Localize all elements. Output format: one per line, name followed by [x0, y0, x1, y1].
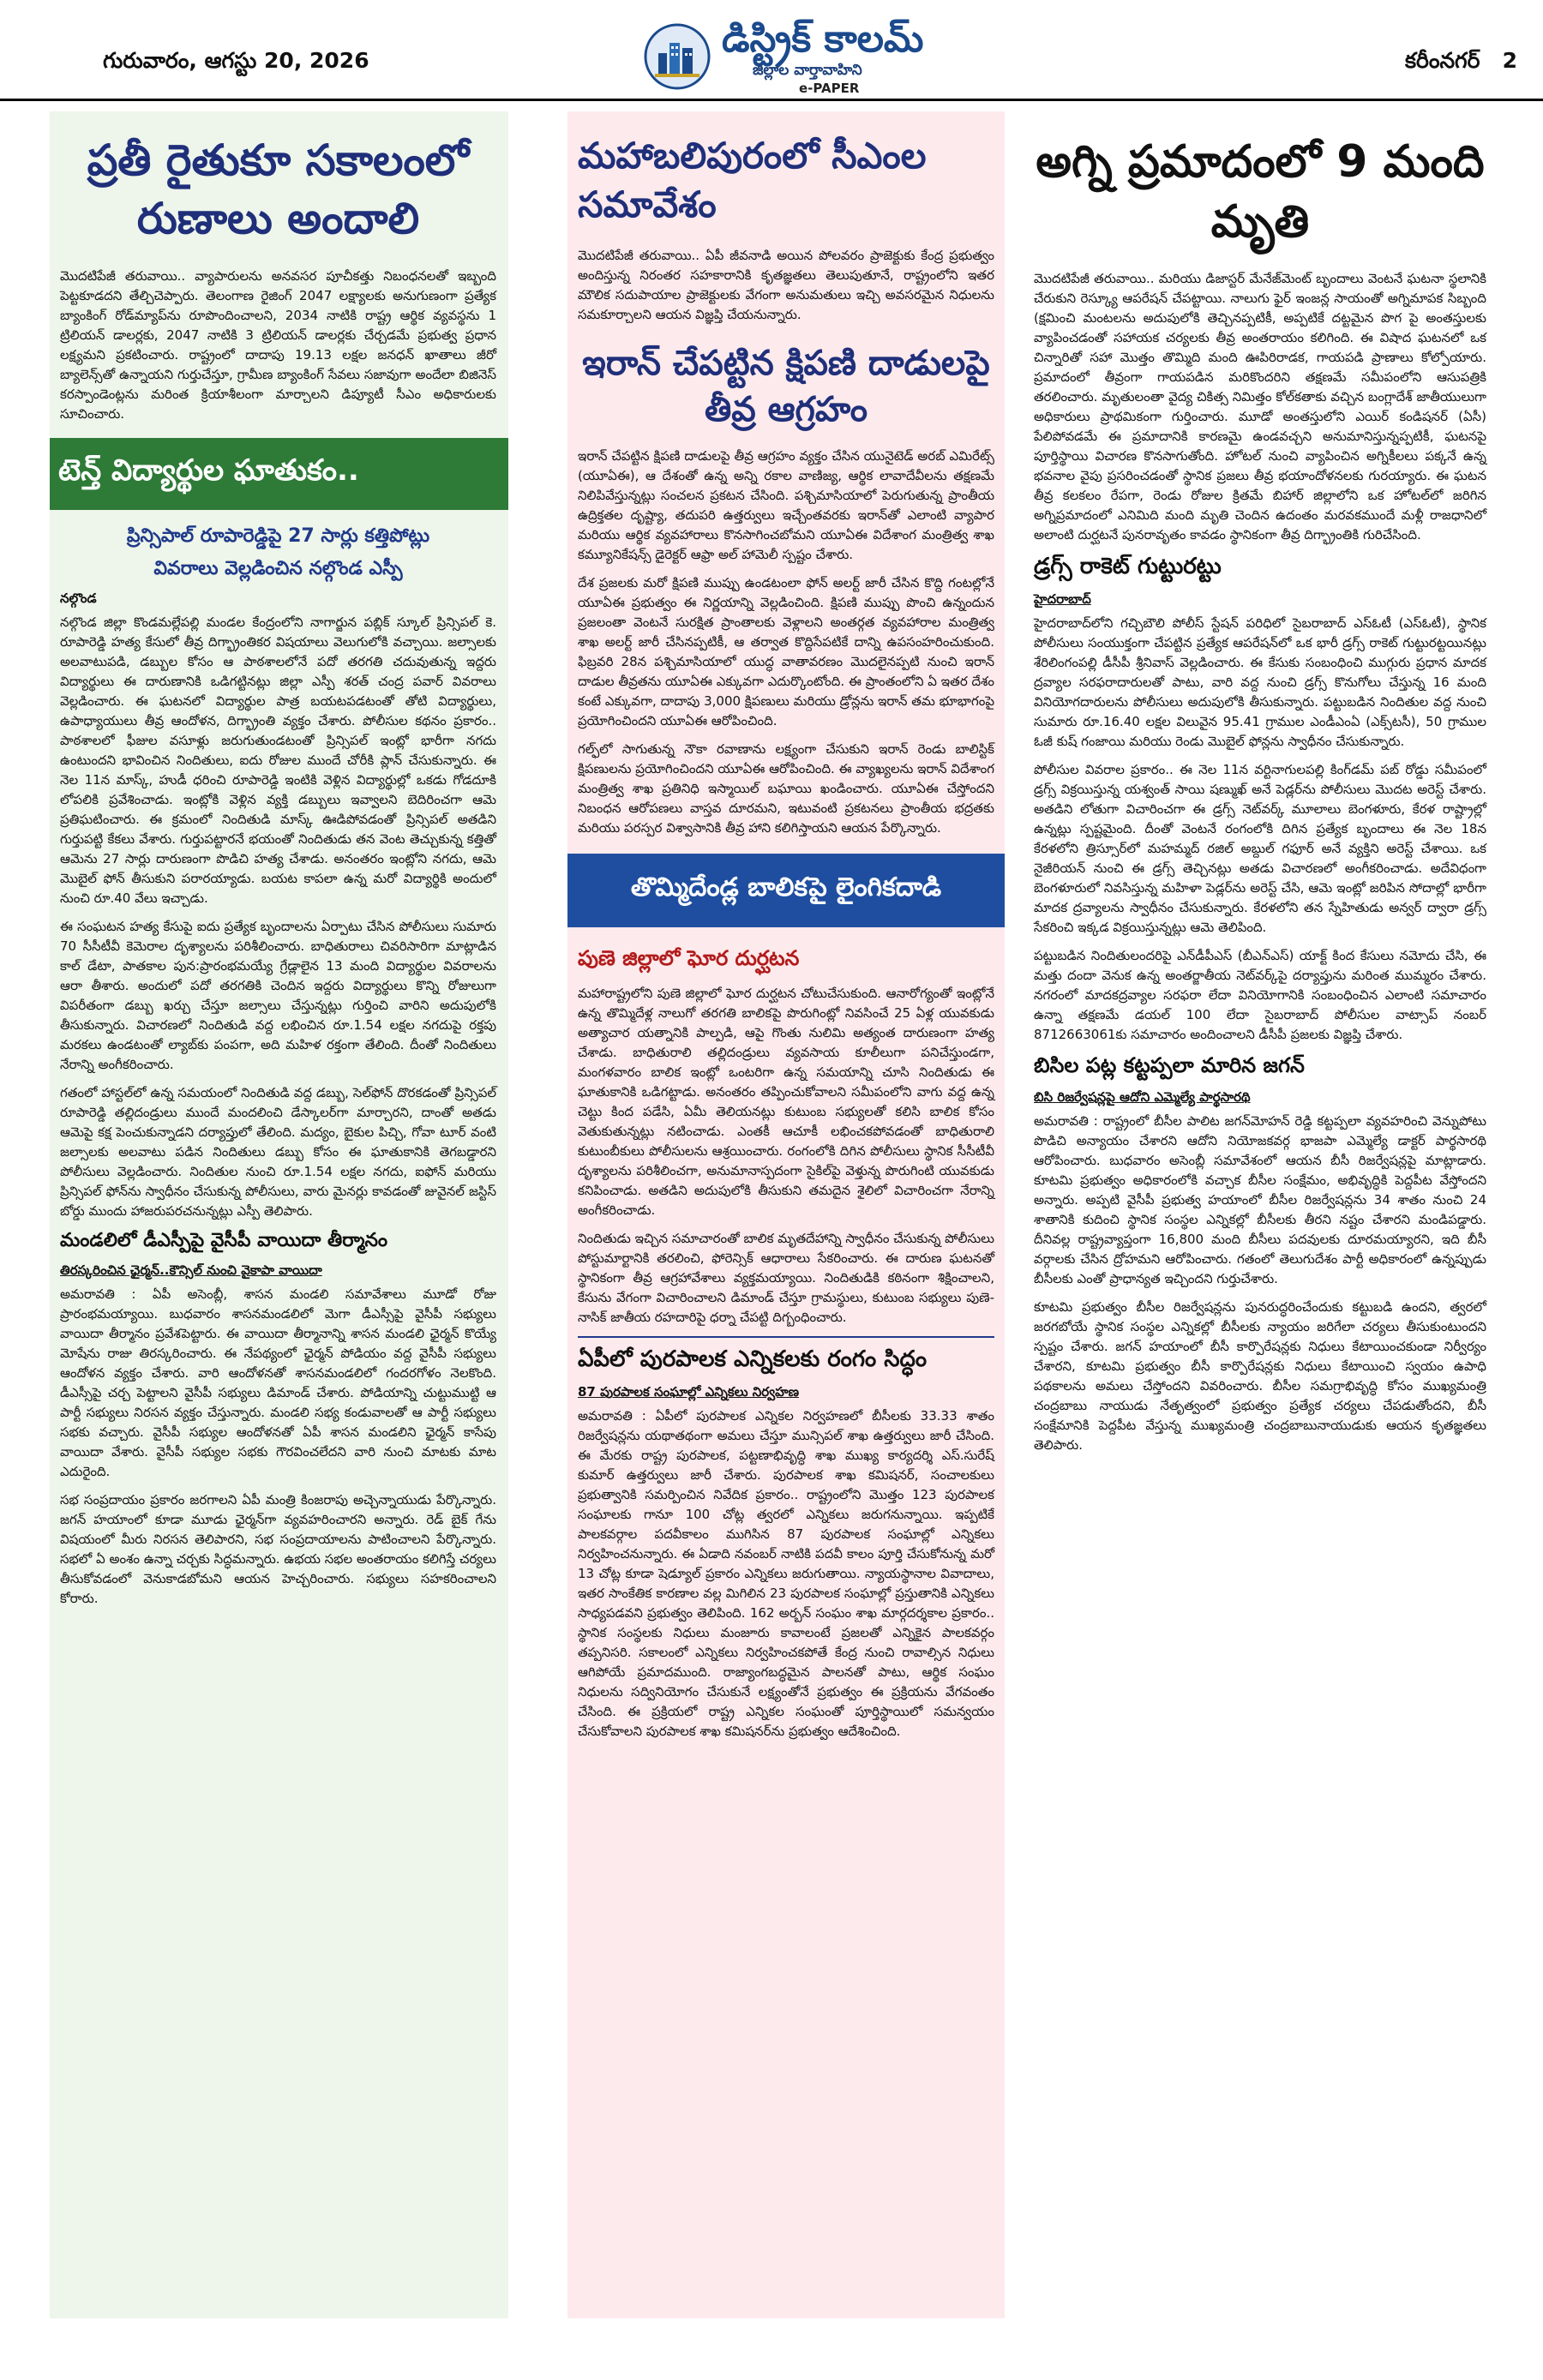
- dateline-nalgonda: నల్గొండ: [60, 591, 97, 606]
- headline-jagan-bc[interactable]: బిసిల పట్ల కట్టప్పలా మారిన జగన్: [1034, 1053, 1305, 1078]
- newspaper-emblem-icon: [643, 22, 711, 91]
- column-middle: [567, 111, 1005, 2318]
- story-cm-meeting-para-1: మొదటిపేజీ తరువాయి.. ఏపీ జీవనాడి అయిన పోలవరం ప్రాజెక్టుకు కేంద్ర ప్రభుత్వం అందిస్తున్న నిరంతర సహకారానికి కృతజ్ఞతలు తెలుపుతూనే, రాష్ట్రంలోని ఇతర మౌలిక సదుపాయాల ప్రాజెక్టులకు వేగంగా అనుమతులు ఇచ్చి అవసరమైన నిధులను సమకూర్చాలని ఆయన విజ్ఞప్తి చేయనున్నారు.: [578, 248, 994, 323]
- story-iran-para-2: దేశ ప్రజలకు మరో క్షిపణి ముప్పు ఉండటంలా ఫోన్ అలర్ట్ జారీ చేసిన కొద్ది గంటల్లోనే యూఏఈ ప్రభుత్వం ఈ నిర్ణయాన్ని వెల్లడించింది. క్షిపణి ముప్పు పొంచి ఉన్నందున ప్రజలంతా వెంటనే సురక్షిత ప్రాంతాలకు వెళ్లాలని అంతర్గత వ్యవహారాల మంత్రిత్వ శాఖ అలర్ట్ జారీ చేసినప్పటికీ, ఆ తర్వాత కొద్దిసేపటికే దాన్ని ఉపసంహరించుకుంది. ఫిబ్రవరి 28న పశ్చిమాసియాలో యుద్ధ వాతావరణం మొదలైనప్పటి నుంచి ఇరాన్ దాడుల తీవ్రతను యూఏఈ ఎక్కువగా ఎదుర్కొంటోంది. ఈ ప్రాంతంలోని ఏ ఇతర దేశం కంటే ఎక్కువగా, దాదాపు 3,000 క్షిపణులు మరియు డ్రోన్లను ఇరాన్ తమ భూభాగంపై ప్రయోగించిందని యూఏఈ ఆరోపించింది.: [578, 575, 994, 729]
- newspaper-title: డిస్ట్రిక్ కాలమ్: [722, 17, 924, 61]
- story-drugs-para-3: పట్టుబడిన నిందితులందరిపై ఎన్‌డీపీఎస్ (బీఎన్ఎస్) యాక్ట్ కింద కేసులు నమోదు చేసి, ఈ మత్తు దందా వెనుక ఉన్న అంతర్జాతీయ నెట్‌వర్క్‌పై దర్యాప్తును మరింత ముమ్మరం చేశారు. నగరంలో మాదకద్రవ్యాల సరఫరా లేదా వినియోగానికి సంబంధించిన ఎలాంటి సమాచారం ఉన్నా తక్షణమే డయల్ 100 లేదా సైబరాబాద్ పోలీసుల వాట్సాప్ నంబర్ 8712663061కు సమాచారం అందించాలని డీసీపీ ప్రజలకు విజ్ఞప్తి చేశారు.: [1034, 948, 1486, 1043]
- headline-fire-accident[interactable]: అగ్ని ప్రమాదంలో 9 మంది మృతి: [1036, 136, 1485, 249]
- story-council-para-2: సభ సంప్రదాయం ప్రకారం జరగాలని ఏపీ మంత్రి కింజరాపు అచ్చెన్నాయుడు పేర్కొన్నారు. జగన్ హయాంలో కూడా మూడు ఛైర్మన్‌గా వ్యవహరించారని అన్నారు. రెడ్ బైక్ గేను విషయంలో మీరు నిరసన తెలిపారని, సభ సంప్రదాయాలను పాటించాలని పేర్కొన్నారు. సభలో ఏ అంశం ఉన్నా చర్చకు సిద్ధమన్నారు. ఉభయ సభల అంతరాయం కలిగిస్తే చర్యలు తీసుకోవడంలో వెనుకాడబోమని ఆయన హెచ్చరించారు. సభ్యులు సహకరించాలని కోరారు.: [60, 1492, 496, 1606]
- story-drugs-para-1: హైదరాబాద్‌లోని గచ్చిబౌలి పోలీస్ స్టేషన్ పరిధిలో సైబరాబాద్ ఎస్‌ఓటీ (ఎస్ఓటీ), స్థానిక పోలీసులు సంయుక్తంగా చేపట్టిన ప్రత్యేక ఆపరేషన్‌లో ఒక భారీ డ్రగ్స్ రాకెట్ గుట్టురట్టయినట్లు శేరిలింగంపల్లి డీసీపీ శ్రీనివాస్ వెల్లడించారు. ఈ కేసుకు సంబంధించి ముగ్గురు ప్రధాన మాదక ద్రవ్యాల సరఫరాదారులతో పాటు, వారి వద్ద నుంచి డ్రగ్స్ కొనుగోలు చేస్తున్న 16 మంది వినియోగదారులను పోలీసులు అదుపులోకి తీసుకున్నారు. పట్టుబడిన నిందితుల వద్ద నుంచి సుమారు రూ.16.40 లక్షల విలువైన 95.41 గ్రాముల ఎండీఎంఏ (ఎక్స్‌టసీ), 50 గ్రాముల ఓజీ కుష్ గంజాయి మరియు రెండు మొబైల్ ఫోన్లను స్వాధీనం చేసుకున్నారు.: [1034, 615, 1486, 750]
- column-right: [1029, 111, 1492, 2318]
- edition-page: [1405, 48, 1517, 79]
- banner-tenth-students[interactable]: టెన్త్ విద్యార్థుల ఘాతుకం..: [50, 438, 508, 510]
- headline-farmers-loans[interactable]: ప్రతీ రైతుకూ సకాలంలో రుణాలు అందాలి: [87, 135, 470, 243]
- story-farmers-loans-para-1: మొదటిపేజీ తరువాయి.. వ్యాపారులను అనవసర పూచీకత్తు నిబంధనలతో ఇబ్బంది పెట్టకూడదని తేల్చిచెప్పారు. తెలంగాణ రైజింగ్ 2047 లక్ష్యాలకు అనుగుణంగా ప్రత్యేక బ్యాంకింగ్ రోడ్‌మ్యాప్‌ను రూపొందించాలని, 2034 నాటికి రాష్ట్ర ఆర్థిక వ్యవస్థను 1 ట్రిలియన్ డాలర్లకు, 2047 నాటికి 3 ట్రిలియన్ డాలర్లకు చేర్చడమే ప్రభుత్వ ప్రధాన లక్ష్యమని ప్రకటించారు. రాష్ట్రంలో దాదాపు 19.13 లక్షల జనధన్ ఖాతాలు జీరో బ్యాలెన్స్‌తో ఉన్నాయని గుర్తుచేస్తూ, గ్రామీణ బ్యాంకింగ్ సేవలు సజావుగా అందేలా బిజినెస్ కరస్పాండెంట్లను మరింత క్రియాశీలంగా మార్చాలని డిప్యూటీ సీఎం అధికారులకు సూచించారు.: [60, 268, 496, 422]
- dateline-hyderabad: హైదరాబాద్: [1034, 591, 1091, 608]
- newspaper-tagline: జిల్లాల వార్తావాహిని: [753, 62, 862, 79]
- headline-cm-meeting[interactable]: మహాబలిపురంలో సీఎంల సమావేశం: [578, 135, 927, 225]
- headline-municipal-elections[interactable]: ఏపీలో పురపాలక ఎన్నికలకు రంగం సిద్ధం: [578, 1346, 928, 1373]
- story-municipal-para-1: అమరావతి : ఏపీలో పురపాలక ఎన్నికల నిర్వహణలో బీసీలకు 33.33 శాతం రిజర్వేషన్లను యథాతథంగా అమలు చేస్తూ మున్సిపల్ శాఖ ఉత్తర్వులు జారీ చేసింది. ఈ మేరకు రాష్ట్ర పురపాలక, పట్టణాభివృద్ధి శాఖ ముఖ్య కార్యదర్శి ఎస్.సురేష్ కుమార్ ఉత్తర్వులు జారీ చేశారు. పురపాలక శాఖ కమిషనర్, సంచాలకులు ప్రభుత్వానికి సమర్పించిన నివేదిక ప్రకారం.. రాష్ట్రంలోని మొత్తం 123 పురపాలక సంఘాలకు గానూ 100 చోట్ల త్వరలో ఎన్నికలు జరుగనున్నాయి. ఇప్పటికే పాలకవర్గాల పదవీకాలం ముగిసిన 87 పురపాలక సంఘాల్లో ఎన్నికలు నిర్వహించనున్నారు. ఈ ఏడాది నవంబర్ నాటికి పదవీ కాలం పూర్తి చేసుకోనున్న మరో 13 చోట్ల కూడా షెడ్యూల్ ప్రకారం ఎన్నికలు జరుగుతాయి. న్యాయస్థానాల వివాదాలు, ఇతర సాంకేతిక కారణాల వల్ల మిగిలిన 23 పురపాలక సంఘాల్లో ప్రస్తుతానికి ఎన్నికలు సాధ్యపడవని ప్రభుత్వం తెలిపింది. 162 అర్బన్ సంఘం శాఖ మార్గదర్శకాల ప్రకారం.. స్థానిక సంస్థలకు నిధులు మంజూరు కావాలంటే ప్రజలతో ఎన్నికైన పాలకవర్గం తప్పనిసరి. సకాలంలో ఎన్నికలు నిర్వహించకపోతే కేంద్ర నుంచి రావాల్సిన నిధులు ఆగిపోయే ప్రమాదముంది. రాజ్యాంగబద్ధమైన పాలనతో పాటు, ఆర్థిక సంఘం నిధులను సద్వినియోగం చేసుకునే లక్ష్యంతోనే ప్రభుత్వం ఈ ప్రక్రియను వేగవంతం చేసింది. ఈ ప్రక్రియలో రాష్ట్ర ఎన్నికల సంఘంతో పూర్తిస్థాయిలో సమన్వయం చేసుకోవాలని పురపాలక శాఖ కమిషనర్‌ను ప్రభుత్వం ఆదేశించింది.: [578, 1408, 994, 1740]
- epaper-label: e-PAPER: [799, 81, 860, 96]
- headline-drugs-racket[interactable]: డ్రగ్స్ రాకెట్ గుట్టురట్టు: [1034, 554, 1222, 580]
- headline-council-adjournment[interactable]: మండలిలో డీఎస్పీపై వైసీపీ వాయిదా తీర్మానం: [60, 1230, 388, 1251]
- story-bc-para-2: కూటమి ప్రభుత్వం బీసీల రిజర్వేషన్లను పునరుద్ధరించేందుకు కట్టుబడి ఉందని, త్వరలో జరగబోయే స్థానిక సంస్థల ఎన్నికల్లో బీసీలకు న్యాయం జరిగేలా చర్యలు తీసుకుంటుందని స్పష్టం చేశారు. జగన్ హయాంలో బీసీ కార్పొరేషన్లకు నిధులు కేటాయించకుండా నిర్వీర్యం చేశారని, కూటమి ప్రభుత్వం బీసీ కార్పొరేషన్లకు నిధులు కేటాయించి స్వయం ఉపాధి పథకాలను అమలు చేస్తోందని వివరించారు. బీసీల సమగ్రాభివృద్ధి కోసం ముఖ్యమంత్రి చంద్రబాబు నాయుడు నేతృత్వంలో ప్రభుత్వం ప్రత్యేక చర్యలు చేపడుతోందని, బీసీ సంక్షేమానికి పెద్దపీట వేస్తున్న ముఖ్యమంత్రి చంద్రబాబునాయుడుకు ఆయన కృతజ్ఞతలు తెలిపారు.: [1034, 1299, 1486, 1454]
- story-principal-para-2: ఈ సంఘటన హత్య కేసుపై ఐదు ప్రత్యేక బృందాలను ఏర్పాటు చేసిన పోలీసులు సుమారు 70 సీసీటీవీ కెమెరాల దృశ్యాలను పరిశీలించారు. బాధితురాలు చివరిసారిగా మాట్లాడిన కాల్ డేటా, పాతకాల పున:ప్రారంభమయ్యే గ్రేడ్లాలైన 13 మంది విద్యార్థుల వివరాలను ఆరా తీశారు. అందులో పదో తరగతికి చెందిన ఇద్దరు విద్యార్థులు కొన్ని రోజులుగా విపరీతంగా డబ్బు ఖర్చు చేస్తూ జల్సాలు చేస్తున్నట్లు గుర్తించి వారిని అదుపులోకి తీసుకున్నారు. విచారణలో నిందితుడి వద్ద లభించిన రూ.1.54 లక్షల నగదుపై రక్తపు మరకలు ఉండటంతో ల్యాబ్‌కు పంపగా, అది మహిళ రక్తంగా తేలింది. దీంతో నిందితులు నేరాన్ని అంగీకరించారు.: [60, 919, 496, 1072]
- story-drugs-para-2: పోలీసుల వివరాల ప్రకారం.. ఈ నెల 11న వర్టినాగులపల్లి కింగ్‌డమ్ పబ్ రోడ్డు సమీపంలో డ్రగ్స్ విక్రయిస్తున్న యశ్వంత్ సాయి షణ్ముఖ్ అనే పెడ్లర్‌ను పోలీసులు మొదట అరెస్ట్ చేశారు. అతడిని లోతుగా విచారించగా ఈ డ్రగ్స్ నెట్‌వర్క్ మూలాలు బెంగళూరు, కేరళ రాష్ట్రాల్లో ఉన్నట్లు స్పష్టమైంది. దీంతో వెంటనే రంగంలోకి దిగిన ప్రత్యేక బృందాలు ఈ నెల 18న కేరళలోని త్రిస్సూర్‌లో మహమ్మద్ రజిల్ అబ్దుల్ గఫూర్ అనే వ్యక్తిని అరెస్ట్ చేశాయి. ఒక నైజీరియన్ నుంచి ఈ డ్రగ్స్ తెచ్చినట్లు అతడు విచారణలో అంగీకరించాడు. అదేవిధంగా బెంగళూరులో నివసిస్తున్న మహిళా పెడ్లర్‌ను అరెస్ట్ చేసి, ఆమె ఇంట్లో జరిపిన సోదాల్లో భారీగా మాదక ద్రవ్యాలను స్వాధీనం చేసుకున్నారు. కేరళలోని తన స్నేహితుడు అన్వర్ ద్వారా డ్రగ్స్ సేకరించి ఇక్కడ విక్రయిస్తున్నట్లు ఆమె తెలిపింది.: [1034, 762, 1486, 936]
- column-left: [50, 111, 508, 2318]
- subhead-pune-tragedy: పుణె జిల్లాలో ఘోర దుర్ఘటన: [578, 946, 800, 971]
- story-iran-para-3: గల్ఫ్‌లో సాగుతున్న నౌకా రవాణాను లక్ష్యంగా చేసుకుని ఇరాన్ రెండు బాలిస్టిక్ క్షిపణులను ప్రయోగించిందని యూఏఈ ఆరోపించింది. ఈ వ్యాఖ్యలను ఇరాన్ విదేశాంగ మంత్రిత్వ శాఖ ప్రతినిధి ఇస్మాయిల్ బఘాయి ఖండించారు. యూఏఈ చేస్తోందని నిబంధన ఆరోపణలు వాస్తవ దూరమని, ఇటువంటి ప్రకటనలు ప్రాంతీయ భద్రతకు మరియు పరస్పర విశ్వాసానికి తీవ్ర హాని కలిగిస్తాయని ఆయన పేర్కొన్నారు.: [578, 741, 994, 836]
- story-pune-para-1: మహారాష్ట్రలోని పుణె జిల్లాలో ఘోర దుర్ఘటన చోటుచేసుకుంది. ఆనారోగ్యంతో ఇంట్లోనే ఉన్న తొమ్మిదేళ్ల నాలుగో తరగతి బాలికపై పొరుగింట్లో నివసించే 25 ఏళ్ల యువకుడు అత్యాచార యత్నానికి పాల్పడి, ఆపై గొంతు నులిమి అత్యంత దారుణంగా హత్య చేశాడు. బాధితురాలి తల్లిదండ్రులు వ్యవసాయ కూలీలుగా పనిచేస్తుండగా, మంగళవారం బాలిక ఇంట్లో ఒంటరిగా ఉన్న సమయాన్ని చూసి నిందితుడు ఈ ఘాతుకానికి ఒడిగట్టాడు. అనంతరం తప్పించుకోవాలని సమీపంలోని వాగు వద్ద ఉన్న చెట్టు కింద పడేసి, ఏమీ తెలియనట్లు కుటుంబ సభ్యులతో కలిసి బాలిక కోసం వెతుకుతున్నట్లు నటించాడు. ఎంతకీ ఆచూకీ లభించకపోవడంతో బాధితురాలి కుటుంబీకులు పోలీసులను ఆశ్రయించారు. రంగంలోకి దిగిన పోలీసులు స్థానిక సీసీటీవీ దృశ్యాలను పరిశీలించగా, అనుమానాస్పదంగా సైకిల్‌పై వెళ్తున్న పొరుగింటి యువకుడు కనిపించాడు. అతడిని అదుపులోకి తీసుకుని తమదైన శైలిలో విచారించగా నేరాన్ని అంగీకరించాడు.: [578, 986, 994, 1219]
- story-principal-para-1: నల్గొండ జిల్లా కొండమల్లేపల్లి మండల కేంద్రంలోని నాగార్జున పబ్లిక్ స్కూల్ ప్రిన్సిపల్ కె. రూపారెడ్డి హత్య కేసులో తీవ్ర దిగ్భ్రాంతికర విషయాలు వెలుగులోకి వచ్చాయి. జల్సాలకు అలవాటుపడి, డబ్బుల కోసం ఆ పాఠశాలలోనే పదో తరగతి చదువుతున్న ఇద్దరు విద్యార్థులు ఈ దారుణానికి ఒడిగట్టినట్లు జిల్లా ఎస్పీ శరత్ చంద్ర పవార్ వివరాలు వెల్లడించారు. ఈ ఘటనలో విద్యార్థుల పాత్ర బయటపడటంతో తోటి విద్యార్థులు, ఉపాధ్యాయులు తీవ్ర ఆందోళన, దిగ్భ్రాంతి వ్యక్తం చేశారు. పోలీసుల కథనం ప్రకారం.. పాఠశాలలో ఫీజుల వసూళ్లు జరుగుతుండటంతో ప్రిన్సిపల్ ఇంట్లో భారీగా నగదు ఉంటుందని భావించిన నిందితులు, ఐదు రోజుల ముందే చోరీకి ప్లాన్ చేసుకున్నారు. ఈ నెల 11న మాస్క్, హుడీ ధరించి రూపారెడ్డి ఇంటికి వెళ్లిన విద్యార్థుల్లో ఒకడు గోడదూకి లోపలికి ప్రవేశించాడు. ఇంట్లోకి వెళ్లిన వ్యక్తి డబ్బులు ఇవ్వాలని బెదిరించగా ఆమె ప్రతిఘటించారు. ఈ క్రమంలో నిందితుడి మాస్క్ ఊడిపోవడంతో ప్రిన్సిపల్ అతడిని గుర్తుపట్టి కేకలు వేశారు. గుర్తుపట్టారనే భయంతో నిందితుడు తన వెంట తెచ్చుకున్న కత్తితో ఆమెను 27 సార్లు దారుణంగా పొడిచి హత్య చేశాడు. అనంతరం ఇంట్లోని నగదు, ఆమె మొబైల్ ఫోన్ తీసుకుని పరారయ్యాడు. బయట కాపలా ఉన్న మరో విద్యార్థికి అందులో నుంచి రూ.40 వేలు ఇచ్చాడు.: [60, 614, 496, 906]
- story-iran-para-1: ఇరాన్ చేపట్టిన క్షిపణి దాడులపై తీవ్ర ఆగ్రహం వ్యక్తం చేసిన యునైటెడ్ అరబ్ ఎమిరేట్స్ (యూఏఈ), ఆ దేశంతో ఉన్న అన్ని రకాల వాణిజ్య, ఆర్థిక లావాదేవీలను తక్షణమే నిలిపివేస్తున్నట్లు సంచలన ప్రకటన చేసింది. పశ్చిమాసియాలో పెరుగుతున్న ప్రాంతీయ ఉద్రిక్తతల దృష్ట్యా, తదుపరి ఉత్తర్వులు ఇచ్చేంతవరకు ఇరాన్‌తో ఎలాంటి వ్యాపార మరియు ఆర్థిక వ్యవహారాలు కొనసాగించబోమని యూఏఈ విదేశాంగ మంత్రిత్వ శాఖ కమ్యూనికేషన్స్ డైరెక్టర్ ఆఫ్రా అల్ హామెలీ స్పష్టం చేశారు.: [578, 448, 994, 563]
- masthead: [0, 0, 1543, 101]
- subhead-sp-details: వివరాలు వెల్లడించిన నల్గొండ ఎస్పీ: [153, 558, 403, 579]
- newspaper-logo[interactable]: [643, 17, 960, 98]
- headline-iran-missiles[interactable]: ఇరాన్ చేపట్టిన క్షిపణి దాడులపై తీవ్ర ఆగ్రహం: [582, 344, 990, 430]
- subhead-87-municipalities: 87 పురపాలక సంఘాల్లో ఎన్నికలు నిర్వహణ: [578, 1384, 799, 1400]
- issue-date: గురువారం, ఆగస్టు 20, 2026: [103, 48, 369, 73]
- story-pune-para-2: నిందితుడు ఇచ్చిన సమాచారంతో బాలిక మృతదేహాన్ని స్వాధీనం చేసుకున్న పోలీసులు పోస్టుమార్టానికి తరలించి, ఫోరెన్సిక్ ఆధారాలు సేకరించారు. ఈ దారుణ ఘటనతో స్థానికంగా తీవ్ర ఆగ్రహావేశాలు వ్యక్తమయ్యాయి. నిందితుడికి కఠినంగా శిక్షించాలని, కేసును వేగంగా విచారించాలని డిమాండ్ చేస్తూ గ్రామస్థులు, కుటుంబ సభ్యులు పుణె-నాసిక్ జాతీయ రహదారిపై ధర్నా చేపట్టి దిగ్బంధించారు.: [578, 1231, 994, 1326]
- story-council-para-1: అమరావతి : ఏపీ అసెంబ్లీ, శాసన మండలి సమావేశాలు మూడో రోజు ప్రారంభమయ్యాయి. బుధవారం శాసనమండలిలో మెగా డీఎస్సీపై వైసీపీ సభ్యులు వాయిదా తీర్మానం ప్రవేశపెట్టారు. ఈ వాయిదా తీర్మానాన్ని శాసన మండలి ఛైర్మన్ కొయ్యే మోషేను రాజు తిరస్కరించారు. ఈ నేపథ్యంలో ఛైర్మన్ పోడియం వద్ద వైసీపీ సభ్యులు ఆందోళన వ్యక్తం చేశారు. వారి ఆందోళనతో శాసనమండలిలో గందరగోళం నెలకొంది. డీఎస్సీపై చర్చ పెట్టాలని వైసీపీ సభ్యులు డిమాండ్ చేశారు. పోడియాన్ని చుట్టుముట్టి ఆ పార్టీ సభ్యులు నిరసన వ్యక్తం చేస్తున్నారు. మండలి సభ్య కండువాలతో ఆ పార్టీ సభ్యులు సభకు వచ్చారు. వైసీపీ సభ్యుల ఆందోళనతో ఏపీ శాసన మండలిని ఛైర్మన్ కాసేపు వాయిదా వేశారు. వైసీపీ సభ్యుల సభకు గౌరవించలేదని వారి నుంచి మాటకు మాట ఎదురైంది.: [60, 1286, 496, 1479]
- story-principal-para-3: గతంలో హాస్టల్‌లో ఉన్న సమయంలో నిందితుడి వద్ద డబ్బు, సెల్‌ఫోన్ దొరకడంతో ప్రిన్సిపల్ రూపారెడ్డి తల్లిదండ్రులు ముందే మందలించి డేస్కాలర్‌గా మార్చారని, దాంతో అతడు ఆమెపై కక్ష పెంచుకున్నాడని దర్యాప్తులో తేలింది. మద్యం, బైకుల పిచ్చి, గోవా టూర్ వంటి జల్సాలకు అలవాటు పడిన నిందితులు డబ్బు కోసం ఈ ఘాతుకానికి తెగబడ్డారని పోలీసులు వెల్లడించారు. నిందితుల నుంచి రూ.1.54 లక్షల నగదు, ఐఫోన్ మరియు ప్రిన్సిపల్ ఫోన్‌ను స్వాధీనం చేసుకున్న పోలీసులు, వారు మైనర్లు కావడంతో జువైనల్ జస్టిస్ బోర్డు ముందు హాజరుపరచనున్నట్లు ఎస్పీ తెలిపారు.: [60, 1085, 496, 1219]
- edition-name: కరీంనగర్: [1404, 48, 1480, 73]
- subhead-principal-stabbed: ప్రిన్సిపాల్ రూపారెడ్డిపై 27 సార్లు కత్తిపోట్లు: [126, 525, 430, 547]
- banner-girl-assault[interactable]: తొమ్మిదేండ్ల బాలికపై లైంగికదాడి: [567, 854, 1005, 927]
- story-fire-para-1: మొదటిపేజీ తరువాయి.. మరియు డిజాస్టర్ మేనేజ్‌మెంట్ బృందాలు వెంటనే ఘటనా స్థలానికి చేరుకుని రెస్క్యూ ఆపరేషన్ చేపట్టాయి. నాలుగు ఫైర్ ఇంజన్ల సాయంతో అగ్నిమాపక సిబ్బంది (క్షమించి మంటలను అదుపులోకి తెచ్చినప్పటికీ, అప్పటికే దట్టమైన పొగ పై అంతస్తులకు వ్యాపించడంతో సహాయక చర్యలకు తీవ్ర అంతరాయం కలిగింది. ఈ విషాద ఘటనలో ఒక చిన్నారితో సహా మొత్తం తొమ్మిది మంది ఊపిరిరాడక, గాయపడి ప్రాణాలు కోల్పోయారు. ప్రమాదంలో తీవ్రంగా గాయపడిన మరికొందరిని తక్షణమే సమీపంలోని ఆసుపత్రికి తరలించారు. మృతులంతా వైద్య చికిత్స నిమిత్తం కోల్‌కతాకు వచ్చిన బంగ్లాదేశ్ జాతీయులుగా అధికారులు ప్రాథమికంగా గుర్తించారు. మూడో అంతస్తులోని ఎయిర్ కండిషనర్ (ఏసీ) పేలిపోవడమే ఈ ప్రమాదానికి కారణమై ఉండవచ్చని అనుమానిస్తున్నప్పటికీ, ఘటనపై పూర్తిస్థాయి విచారణ కొనసాగుతోంది. హోటల్ నుంచి వ్యాపించిన అగ్నికీలలు పక్కనే ఉన్న భవనాల వైపు ప్రసరించడంతో స్థానిక ప్రజలు తీవ్ర భయాందోళనలకు గురయ్యారు. ఈ ఘటన తీవ్ర కలకలం రేపగా, రెండు రోజుల క్రితమే బిహార్ జిల్లాలోని ఒక హోటల్‌లో జరిగిన అగ్నిప్రమాదంలో ఎనిమిది మంది మృతి చెందిన ఉదంతం మరవకముందే మళ్లీ రాజధానిలో అలాంటి దుర్ఘటనే పునరావృతం కావడం స్థానికంగా తీవ్ర దిగ్భ్రాంతికి గురిచేసింది.: [1034, 271, 1486, 543]
- subhead-adoni-mla: బిసి రిజర్వేషన్లపై ఆదోని ఎమ్మెల్యే పార్థసారథి: [1034, 1089, 1251, 1106]
- divider: [578, 1336, 994, 1338]
- page-number: 2: [1502, 48, 1517, 73]
- story-bc-para-1: అమరావతి : రాష్ట్రంలో బీసీల పాలిట జగన్‌మోహన్ రెడ్డి కట్టప్పలా వ్యవహరించి వెన్నుపోటు పొడిచి అన్యాయం చేశారని ఆదోని నియోజకవర్గ భాజపా ఎమ్మెల్యే డాక్టర్ పార్థసారథి ఆరోపించారు. బుధవారం అసెంబ్లీ సమావేశంలో ఆయన బీసీ రిజర్వేషన్లపై మాట్లాడారు. కూటమి ప్రభుత్వం అధికారంలోకి వచ్చాక బీసీల సంక్షేమం, అభివృద్ధికి పెద్దపీట వేస్తోందని అన్నారు. అప్పటి వైసీపీ ప్రభుత్వ హయాంలో బీసీల రిజర్వేషన్లను 34 శాతం నుంచి 24 శాతానికి కుదించి స్థానిక సంస్థల ఎన్నికల్లో బీసీలకు తీరని నష్టం చేశారని మండిపడ్డారు. దీనివల్ల రాష్ట్రవ్యాప్తంగా 16,800 మంది బీసీలు పదవులకు దూరమయ్యారని, ఇది బీసీ వర్గాలకు చేసిన ద్రోహమని ఆరోపించారు. గతంలో తెలుగుదేశం పార్టీ అధికారంలో ఉన్నప్పుడు బీసీలకు ఎంతో ప్రాధాన్యత ఇచ్చిందని గుర్తుచేశారు.: [1034, 1113, 1486, 1287]
- subhead-chairman-rejected: తిరస్కరించిన ఛైర్మన్‌..కౌన్సిల్ నుంచి వైకాపా వాయిదా: [60, 1262, 322, 1278]
